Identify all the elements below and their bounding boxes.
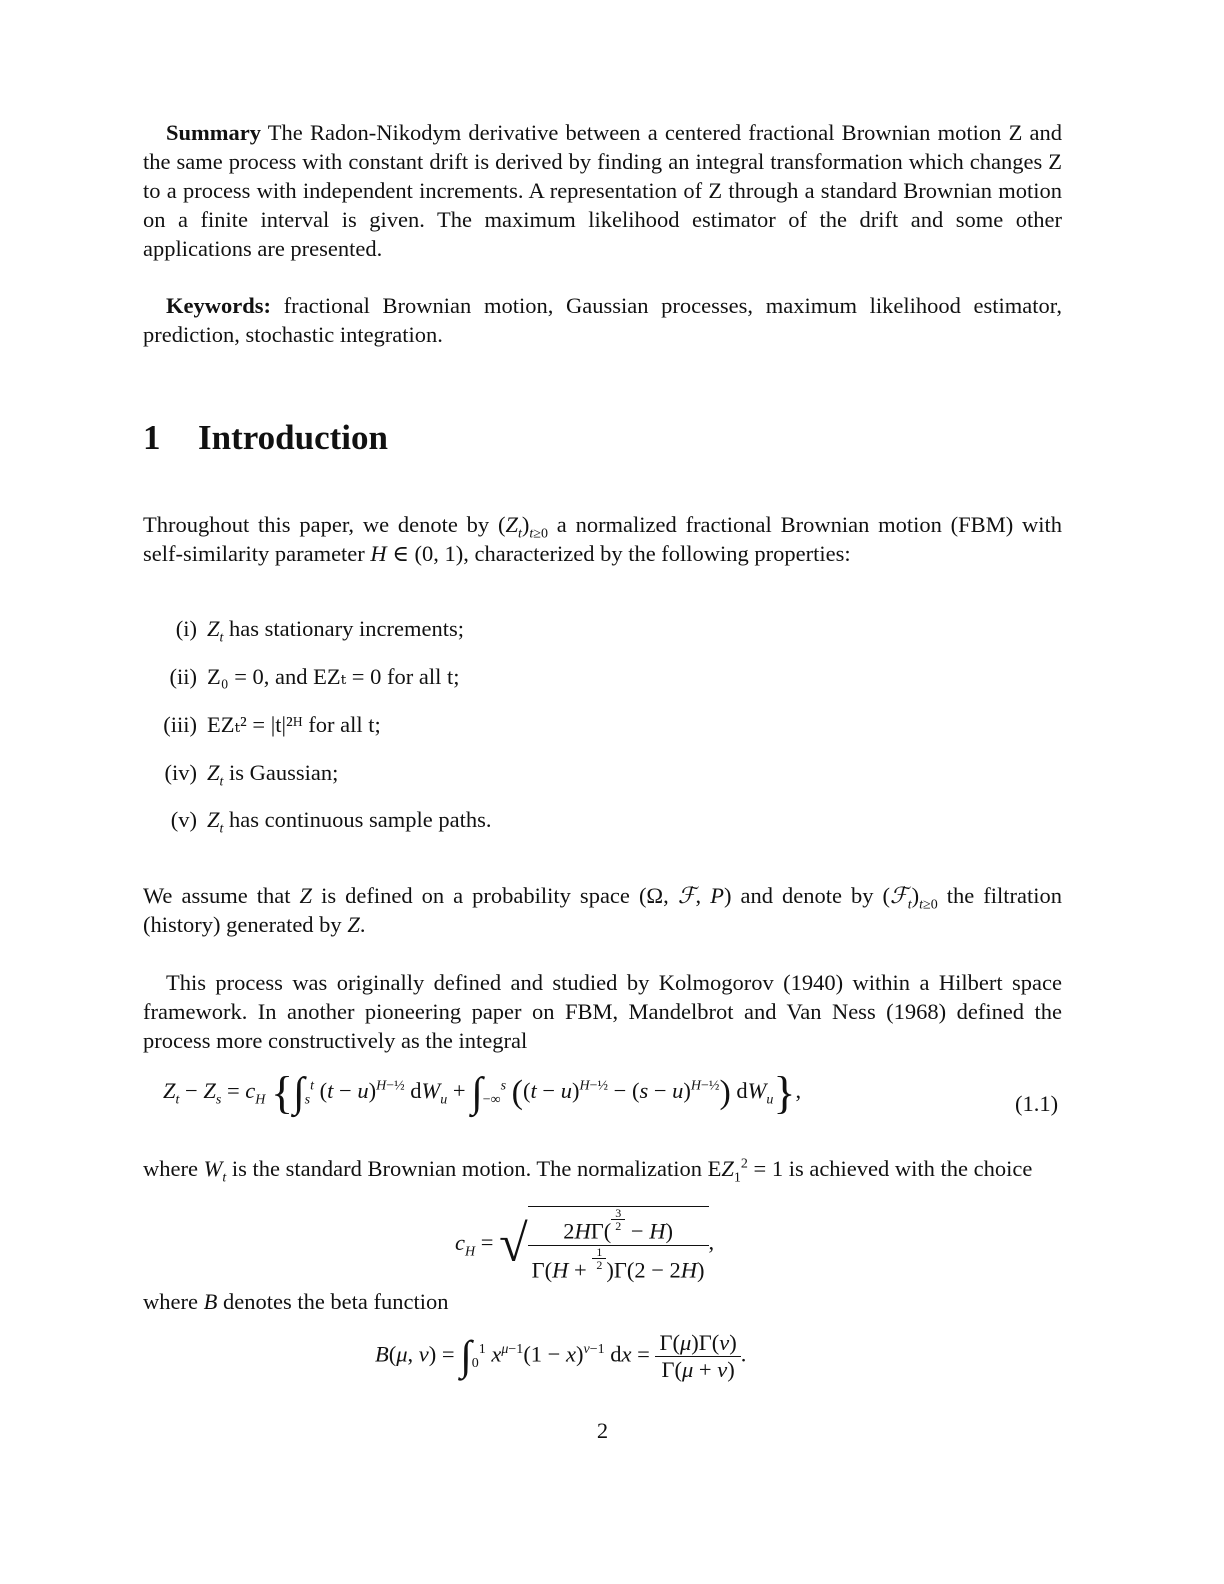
intro-p1-a: Throughout this paper, we denote by bbox=[143, 512, 498, 537]
property-text: EZₜ² = |t|²ᴴ for all t; bbox=[207, 712, 381, 737]
intro-paragraph-1: Throughout this paper, we denote by $(Z_t)_{t\ge 0}$ a normalized fractional Brownian motion (FBM) with self-similarity parameter H ∈ (0, 1), characterized by the following properties: bbox=[143, 512, 1062, 566]
property-text: has continuous sample paths. bbox=[223, 807, 492, 832]
keywords-label: Keywords: bbox=[166, 293, 271, 318]
property-item-iv: (iv) $Z_t$ is Gaussian; bbox=[143, 758, 1043, 787]
property-item-ii bbox=[143, 662, 1043, 691]
intro-p1-b: a normalized fractional Brownian motion (FBM) with self-similarity parameter bbox=[143, 512, 1062, 566]
intro-p4-b: is the standard Brownian motion. The normalization bbox=[226, 1156, 708, 1181]
summary-paragraph bbox=[143, 118, 1062, 263]
intro-paragraph-2: We assume that Z is defined on a probability space (Ω, ℱ, P) and denote by $(ℱ_t)_{t\ge 0}$ the filtration (history) generated by Z. bbox=[143, 883, 1063, 937]
summary-label: Summary bbox=[166, 120, 261, 145]
property-item-v: (v) $Z_t$ has continuous sample paths. bbox=[143, 805, 1043, 834]
property-marker: (ii) bbox=[169, 664, 197, 689]
equation-beta: B(μ, $\nu) = \int_0^1$ $x^{\mu-1}(1 - x)^{\nu-1}$ dx = $\frac{\Gamma(\mu)\Gamma(\nu)}{\Gamma(\mu + \nu)}$ . bbox=[375, 1330, 747, 1382]
intro-paragraph-5: where B denotes the beta function bbox=[143, 1289, 449, 1314]
section-number: 1 bbox=[143, 418, 161, 457]
equation-number: (1.1) bbox=[1015, 1091, 1059, 1116]
property-marker: (iii) bbox=[163, 712, 197, 737]
property-text: has stationary increments; bbox=[223, 616, 464, 641]
section-title: Introduction bbox=[198, 418, 388, 457]
intro-p4-c: is achieved with the choice bbox=[783, 1156, 1033, 1181]
keywords-text: fractional Brownian motion, Gaussian processes, maximum likelihood estimator, prediction, stochastic integration. bbox=[143, 293, 1062, 347]
property-text: Z₀ = 0, and EZₜ = 0 for all t; bbox=[207, 664, 460, 689]
property-marker: (i) bbox=[175, 616, 197, 641]
property-marker: (v) bbox=[170, 807, 197, 832]
intro-p2-c: and denote by bbox=[731, 883, 883, 908]
intro-p2-a: We assume that bbox=[143, 883, 300, 908]
intro-p2-d: the filtration (history) generated by bbox=[143, 883, 1063, 937]
intro-p5-b: denotes the beta function bbox=[217, 1289, 449, 1314]
page-number: 2 bbox=[596, 1418, 609, 1443]
intro-p4-a: where bbox=[143, 1156, 204, 1181]
keywords-paragraph bbox=[143, 291, 1062, 349]
intro-p2-b: is defined on a probability space bbox=[312, 883, 639, 908]
intro-paragraph-4: where $W_t$ is the standard Brownian motion. The normalization $EZ_1^2 = 1$ is achieved with the choice bbox=[143, 1156, 1033, 1186]
summary-text: The Radon-Nikodym derivative between a centered fractional Brownian motion Z and the same process with constant drift is derived by finding an integral transformation which changes Z to a process with independent increments. A representation of Z through a standard Brownian motion on a finite interval is given. The maximum likelihood estimator of the drift and some other applications are presented. bbox=[143, 120, 1062, 261]
property-item-iii bbox=[143, 710, 1043, 739]
section-heading bbox=[143, 418, 388, 458]
equation-1-1: $Z_t - Z_s = c_H$ {$\int_s^t$ $(t - u)^{H-\frac{1}{2}}$ $dW_u + \int_{-\infty}^s$ $((t - u)^{H-\frac{1}{2}} - (s - u)^{H-\frac{1}{2}})$ $dW_u$}, bbox=[163, 1066, 802, 1118]
equation-cH: $c_H$ = √ 2HΓ( 3 2 − H) Γ(H + 1 2 )Γ(2 − 2H) , bbox=[455, 1206, 715, 1282]
intro-paragraph-3: This process was originally defined and studied by Kolmogorov (1940) within a Hilbert space framework. In another pioneering paper on FBM, Mandelbrot and Van Ness (1968) defined the process more constructively as the integral bbox=[143, 970, 1062, 1053]
property-text: is Gaussian; bbox=[223, 760, 339, 785]
property-item-i: (i) $Z_t$ has stationary increments; bbox=[143, 614, 1043, 643]
property-marker: (iv) bbox=[164, 760, 197, 785]
intro-p5-a: where bbox=[143, 1289, 204, 1314]
intro-p1-c: , characterized by the following properties: bbox=[463, 541, 851, 566]
